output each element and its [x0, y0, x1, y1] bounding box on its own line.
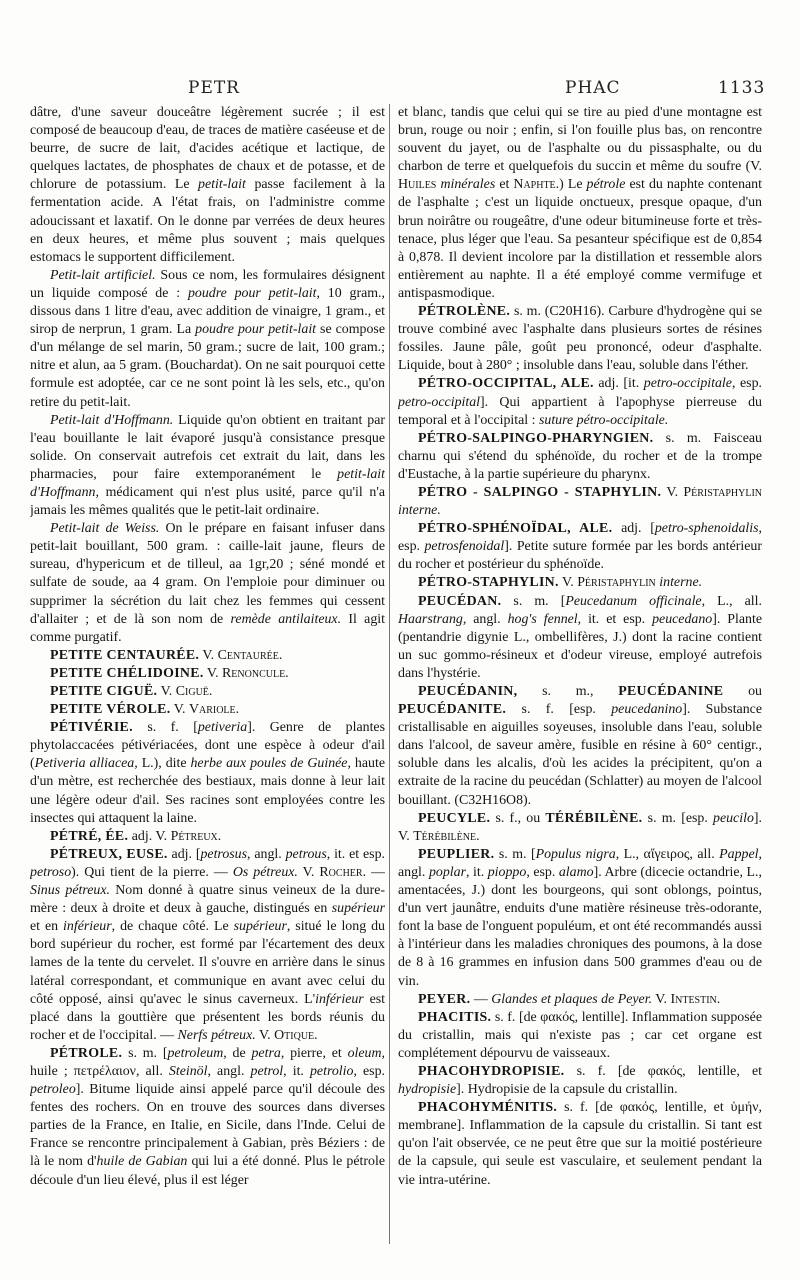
entry-text: V.	[199, 647, 218, 663]
entry-text: Il agit comme purgatif.	[30, 611, 385, 645]
entry-text: s. f. [esp.	[506, 702, 612, 718]
entry-text: poplar	[428, 864, 466, 880]
entry-headword: PÉTRO-SPHÉNOÏDAL, ALE.	[418, 521, 613, 537]
entry-paragraph	[30, 701, 385, 719]
entry-text: Otique.	[274, 1027, 318, 1043]
right-column	[398, 104, 762, 1264]
entry-text: haute d'un mètre, est recherchée des bestiaux, mais donne à leur lait une légère odeur d'ail. Ses racines sont employées contre les insectes qui attaquent la laine.	[30, 756, 385, 826]
entry-headword: PEUCÉDAN.	[418, 593, 502, 609]
entry-text: petroleo	[30, 1082, 76, 1098]
entry-text: ]. Substance cristallisable en aiguilles soyeuses, insoluble dans l'eau, soluble dans l'alcool, de saveur amère, fusible en résine à 60° centigr., soluble dans les alcalis, d'où les acides la précipitent, qu'on a extraite de la racine du peucédan (Schlatter) au moyen de l'alcool bouillant. (C32H16O8).	[398, 702, 762, 808]
entry-text: Haarstrang	[398, 611, 463, 627]
entry-headword: PÉTIVÉRIE.	[50, 720, 133, 736]
entry-paragraph	[398, 1099, 762, 1189]
entry-text: s. m. [esp.	[642, 810, 713, 826]
entry-paragraph	[30, 520, 385, 647]
entry-text: supérieur	[331, 901, 385, 917]
entry-headword: PETITE CENTAURÉE.	[50, 647, 200, 663]
entry-text: passe facilement à la fermentation acide. A l'état frais, on l'administre comme adoucissant et laxatif. On le donne par verrées de deux heures en deux heures, et même plus souvent ; mais quelques estomacs le supportent difficilement.	[30, 177, 385, 265]
entry-text: s. f. [de φακός, lentille, et ὑμήν, membrane]. Inflammation de la capsule du cristallin. Si tant est qu'on l'ait observée, ce ne peut être que sur la moitié postérieure de la capsule, qui seule est vasculaire, et seulement pendant la vie intra-utérine.	[398, 1100, 762, 1188]
entry-text: , L., all.	[701, 593, 762, 609]
entry-headword: PETITE CHÉLIDOINE.	[50, 665, 204, 681]
entry-text: Centaurée.	[217, 647, 283, 663]
entry-text: est du naphte contenant de l'asphalte ; c'est un liquide onctueux, presque opaque, d'un brun noirâtre ou rougeâtre, d'une odeur bitumineuse forte et très-tenace, plus léger que l'eau. Sa pesanteur spécifique est de 0,854 à 0,878. Il devient incolore par la distillation et ressemble alors entièrement au naphte. Il a été employé comme vermifuge et antispasmodique.	[398, 177, 762, 301]
entry-text: ]. Plante (pentandrie digynie L., ombellifères, J.) dont la racine contient un suc gommo-résineux et d'odeur vireuse, employé autrefois dans l'hystérie.	[398, 611, 762, 681]
entry-headword: PEUCYLE.	[418, 810, 491, 826]
entry-text: , esp.	[731, 376, 762, 392]
entry-text: s. m. [	[122, 1045, 168, 1061]
entry-text: peucilo	[713, 810, 754, 826]
entry-paragraph	[398, 810, 762, 846]
entry-paragraph	[30, 1045, 385, 1190]
entry-text: poudre pour petit-lait	[195, 322, 317, 338]
entry-text: Renoncule.	[222, 665, 289, 681]
entry-text: petroso	[30, 864, 72, 880]
entry-text: suture pétro-occipitale.	[538, 412, 669, 428]
entry-text: s. f. [	[132, 720, 198, 736]
entry-text: et en	[30, 919, 64, 935]
entry-headword: PÉTRÉ, ÉE.	[50, 828, 129, 844]
entry-text: Péristaphylin	[683, 484, 762, 500]
entry-headword: PHACOHYMÉNITIS.	[418, 1100, 558, 1116]
entry-text: Petiveria alliacea,	[34, 756, 138, 772]
entry-text: dâtre, d'une saveur douceâtre légèrement sucrée ; il est composé de beaucoup d'eau, de traces de matière caséeuse et de beurre, de sucre de lait, d'acides acétique et lactique, de quelques lactates, de phosphates de chaux et de potasse, et de chlorure de potassium. Le	[30, 105, 385, 193]
entry-paragraph	[398, 104, 762, 303]
entry-headword: PEUCÉDANINE	[618, 684, 724, 699]
entry-text: qui lui a été donné. Plus le pétrole découle d'un lieu élevé, plus il est léger	[30, 1154, 385, 1188]
entry-text: ]. Qui appartient à l'apophyse pierreuse du temporal et à l'occipital :	[398, 394, 762, 428]
entry-text: L.), dite	[137, 756, 191, 772]
entry-text: Populus nigra	[535, 846, 616, 862]
entry-text: ]. Hydropisie de la capsule du cristallin.	[456, 1082, 678, 1098]
entry-text: pétrole	[586, 177, 626, 193]
entry-text: se compose d'un mélange de sel marin, 50 gram.; sucre de lait, 100 gram.; nitre et alun, aa 5 gram. (Bouchardat). On ne sait pourquoi cette formule est adoptée, car ce ne sont point là les sels, etc., qu'on retire du petit-lait.	[30, 322, 385, 410]
entry-text: adj. [	[167, 846, 201, 862]
entry-text: inférieur	[315, 991, 364, 1007]
entry-text: V.	[652, 991, 671, 1007]
entry-text: V.	[297, 864, 320, 880]
entry-text: , huile ; πετρέλαιον, all.	[30, 1045, 385, 1079]
entry-text: petrosus	[200, 846, 248, 862]
entry-paragraph	[30, 846, 385, 1045]
entry-text: V.	[255, 1027, 275, 1043]
entry-text: Variole.	[188, 702, 240, 718]
entry-headword: PHACITIS.	[418, 1009, 492, 1025]
entry-headword: PEUPLIER.	[418, 846, 495, 862]
entry-text: On le prépare en faisant infuser dans petit-lait bouillant, 500 gram. : caille-lait jaune, fleurs de sureau, d'hypericum et de tilleul, aa 1gr,20 ; séné mondé et sulfate de soude, aa 4 gram. On l'emploie pour diminuer ou supprimer la sécrétion du lait chez les femmes qui cessent d'allaiter ; et de là son nom de	[30, 521, 385, 627]
entry-text: , situé le long du bord supérieur du rocher, est formé par l'écartement des deux lames de la tente du cervelet. Il s'ouvre en arrière dans le sinus latéral correspondant, et communique en avant avec celui du côté opposé, ainsi qu'avec le sinus caverneux. L'	[30, 919, 385, 1007]
entry-text: , esp.	[353, 1063, 385, 1079]
entry-headword: PÉTREUX, EUSE.	[50, 846, 168, 862]
entry-text: s. m. [	[494, 846, 536, 862]
entry-text: petit-lait d'Hoffmann,	[30, 466, 385, 500]
entry-text: petiveria	[197, 720, 248, 736]
entry-paragraph	[398, 375, 762, 429]
entry-text: pioppo	[487, 864, 527, 880]
entry-paragraph	[398, 484, 762, 520]
entry-paragraph	[398, 593, 762, 683]
entry-paragraph	[30, 104, 385, 267]
entry-text: , angl.	[462, 611, 508, 627]
entry-text: ). Qui tient de la pierre. —	[71, 864, 233, 880]
entry-text: , it.	[465, 864, 488, 880]
entry-text: peucedano	[652, 611, 713, 627]
entry-text: petrol	[250, 1063, 284, 1079]
entry-text: , angl.	[207, 1063, 251, 1079]
entry-text: interne.	[398, 503, 441, 519]
entry-text: Peucedanum officinale	[565, 593, 702, 609]
entry-paragraph	[398, 1063, 762, 1099]
entry-text: petro-sphenoidalis	[654, 521, 759, 537]
entry-text: Liquide qu'on obtient en traitant par l'eau bouillante le lait évaporé jusqu'à consistance presque solide. On conservait autrefois cet extrait du lait, dans les pharmacies, pour faire extemporanément le	[30, 412, 385, 482]
entry-text: —	[470, 991, 492, 1007]
entry-headword: PÉTRO - SALPINGO - STAPHYLIN.	[418, 484, 662, 500]
entry-text: huile de Gabian	[96, 1154, 188, 1170]
entry-text: s. f. [de φακός, lentille, et	[564, 1063, 762, 1079]
entry-paragraph	[398, 520, 762, 574]
entry-text: hog's fennel	[507, 611, 578, 627]
entry-text: s. m. (C20H16). Carbure d'hydrogène qui se trouve combiné avec l'asphalte dans plusieurs sortes de résines fossiles. Jaune pâle, goût peu prononcé, odeur d'asphalte. Liquide, bout à 280° ; insoluble dans l'eau, soluble dans l'éther.	[398, 304, 762, 374]
entry-paragraph	[30, 683, 385, 701]
entry-text: et blanc, tandis que celui qui se tire au pied d'une montagne est brun, rouge ou noir ; enfin, si l'on fouille plus bas, on rencontre souvent du jayet, ou de l'asphalte ou du pissasphalte, ou du charbon de terre et quelquefois du succin et même du soufre (V.	[398, 105, 762, 175]
entry-paragraph	[30, 267, 385, 412]
entry-text: petroleum	[167, 1045, 224, 1061]
entry-text: , de chaque côté. Le	[111, 919, 234, 935]
entry-paragraph	[30, 665, 385, 683]
entry-text: petrolio	[309, 1063, 354, 1079]
entry-text: supérieur	[233, 919, 287, 935]
entry-text: s. m. [	[501, 593, 566, 609]
entry-text: petro-occipital	[398, 394, 481, 410]
page-number: 1133	[718, 78, 766, 98]
entry-text: Intestin.	[670, 991, 721, 1007]
entry-headword: PÉTRO-STAPHYLIN.	[418, 575, 559, 591]
entry-text: Glandes et plaques de Peyer.	[491, 991, 653, 1007]
entry-headword: PETITE VÉROLE.	[50, 702, 171, 718]
entry-paragraph	[398, 683, 762, 810]
entry-text: Steinöl	[168, 1063, 208, 1079]
entry-text: médicament qui n'est plus usité, parce qu'il n'a jamais les mêmes qualités que le petit-lait ordinaire.	[30, 484, 385, 519]
entry-text: est placé dans la gouttière que présentent les bords réunis du rocher et de l'occipital. —	[30, 991, 385, 1043]
entry-paragraph	[398, 1009, 762, 1063]
entry-text: V.	[170, 702, 189, 718]
entry-paragraph	[398, 846, 762, 991]
entry-text: , angl.	[398, 846, 762, 880]
entry-text: ]. Bitume liquide ainsi appelé parce qu'il découle des fentes des rochers. On en trouve des sources dans diverses parties de la France, en Italie, en Sicile, dans l'Inde. Celui de France se rencontre principalement à Gabian, près Béziers : de là le nom d'	[30, 1082, 385, 1170]
entry-paragraph	[398, 991, 762, 1009]
entry-text: Pétreux.	[170, 828, 222, 844]
entry-paragraph	[30, 647, 385, 665]
entry-text: et	[495, 177, 514, 193]
entry-text: adj. [it.	[593, 376, 644, 392]
entry-text: petra	[251, 1045, 281, 1061]
entry-headword: PHACOHYDROPISIE.	[418, 1063, 565, 1079]
entry-headword: PÉTRO-OCCIPITAL, ALE.	[418, 376, 594, 392]
entry-text: V.	[203, 665, 223, 681]
entry-text: petrosfenoidal	[424, 539, 505, 555]
running-head-right: PHAC	[565, 78, 621, 98]
entry-headword: TÉRÉBILÈNE.	[545, 810, 643, 826]
entry-text: adj. [	[612, 521, 655, 537]
running-head-left: PETR	[188, 78, 240, 98]
entry-text: ou	[723, 684, 762, 699]
entry-text: Nerfs pétreux.	[177, 1027, 256, 1043]
entry-text: ]. Arbre (dicecie octandrie, L., amentacées, J.) dont les bourgeons, qui sont oblongs, pointus, d'un vert jaunâtre, enduits d'une matière résineuse très-odorante, font la base de l'onguent populéum, et ont été recommandés aussi à l'intérieur dans les maladies chroniques des poumons, à la dose de 8 à 16 grammes en infusion dans 500 grammes d'eau ou de vin.	[398, 864, 762, 989]
entry-text: minérales	[440, 177, 496, 193]
entry-text: Péristaphylin	[577, 575, 656, 591]
entry-text: alamo	[558, 864, 594, 880]
column-divider	[389, 104, 390, 1244]
entry-text: s. f. [de φακός, lentille]. Inflammation supposée du cristallin, mais qui n'existe pas ; car cet organe est complétement dépourvu de vaisseaux.	[398, 1009, 762, 1061]
entry-paragraph	[30, 828, 385, 846]
entry-text: Rocher.	[319, 864, 367, 880]
entry-text: , it. et esp.	[577, 611, 653, 627]
entry-text: V.	[558, 575, 578, 591]
entry-text: interne.	[659, 575, 703, 591]
entry-text: ) Le	[559, 177, 587, 193]
entry-text: , pierre, et	[280, 1045, 348, 1061]
entry-headword: PEYER.	[418, 991, 471, 1007]
entry-text: , esp.	[398, 521, 762, 555]
entry-text: Térébilène.	[413, 828, 480, 844]
entry-text: Pappel	[719, 846, 759, 862]
entry-headword: PEUCÉDANIN,	[418, 684, 518, 699]
entry-text: Sinus pétreux.	[30, 883, 110, 899]
entry-text: V.	[661, 484, 684, 500]
entry-paragraph	[398, 430, 762, 484]
entry-text: peucedanino	[611, 702, 683, 718]
entry-text: , L., αἴγειρος, all.	[615, 846, 720, 862]
entry-paragraph	[30, 412, 385, 521]
entry-text: Naphte.	[513, 177, 560, 193]
entry-text: , it. et esp.	[326, 846, 385, 862]
entry-headword: PEUCÉDANITE.	[398, 702, 507, 718]
entry-text: Sous ce nom, les formulaires désignent un liquide composé de :	[30, 267, 385, 301]
entry-text: hydropisie	[398, 1082, 457, 1098]
left-column	[30, 104, 385, 1264]
entry-text: Petit-lait de Weiss.	[50, 521, 160, 537]
entry-text: herbe aux poules de Guinée,	[190, 756, 351, 772]
entry-headword: PÉTROLE.	[50, 1045, 123, 1061]
entry-text: ]. Genre de plantes phytolaccacées pétivériacées, dont une espèce à odeur d'ail (	[30, 720, 385, 772]
entry-text: adj. V.	[128, 828, 171, 844]
entry-text: Petit-lait artificiel.	[50, 267, 156, 283]
entry-headword: PETITE CIGUË.	[50, 684, 158, 699]
entry-paragraph	[398, 574, 762, 592]
entry-text: , angl.	[247, 846, 286, 862]
entry-text: s. m. Faisceau charnu qui s'étend du sphénoïde, du rocher et de la trompe d'Eustache, à la partie supérieure du pharynx.	[398, 430, 762, 482]
entry-text: —	[366, 864, 385, 880]
entry-text: Huiles	[398, 177, 437, 193]
entry-text: , 10 gram., dissous dans 1 litre d'eau, avec addition de vinaigre, 1 gram., et sirop de nerprun, 1 gram. La	[30, 285, 385, 338]
entry-text: remède antilaiteux.	[230, 611, 342, 627]
entry-text: ]. V.	[398, 810, 762, 844]
entry-text: Nom donné à quatre sinus veineux de la dure-mère : deux à droite et deux à gauche, distingués en	[30, 883, 385, 917]
entry-text: s. f., ou	[490, 810, 546, 826]
entry-text: V.	[157, 684, 176, 699]
entry-text: ]. Petite suture formée par les bords antérieur du rocher et postérieur du sphénoïde.	[398, 539, 762, 573]
entry-text: petrous	[285, 846, 327, 862]
entry-text: , it.	[283, 1063, 310, 1079]
entry-paragraph	[398, 303, 762, 375]
entry-text: , esp.	[526, 864, 559, 880]
entry-text: Ciguë.	[175, 684, 213, 699]
entry-text: s. m.,	[517, 684, 619, 699]
entry-text: , de	[223, 1045, 252, 1061]
entry-text: Os pétreux.	[232, 864, 298, 880]
entry-headword: PÉTROLÈNE.	[418, 304, 511, 320]
entry-text: inférieur	[63, 919, 112, 935]
entry-paragraph	[30, 719, 385, 828]
entry-text: petit-lait	[198, 177, 246, 193]
entry-headword: PÉTRO-SALPINGO-PHARYNGIEN.	[418, 430, 654, 446]
entry-text: petro-occipitale	[643, 376, 732, 392]
entry-text: oleum	[347, 1045, 382, 1061]
entry-text: Petit-lait d'Hoffmann.	[50, 412, 174, 428]
entry-text: poudre pour petit-lait	[187, 285, 317, 301]
